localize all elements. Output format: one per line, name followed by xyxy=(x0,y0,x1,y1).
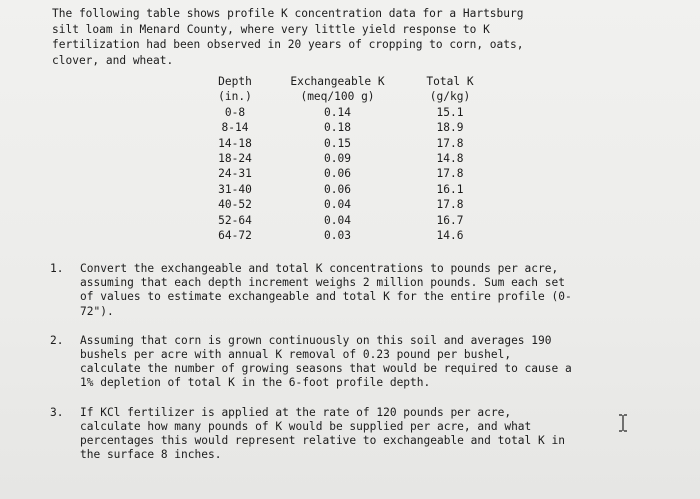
cell-total: 18.9 xyxy=(436,121,464,135)
header-total-label: Total K xyxy=(426,75,474,88)
table-row xyxy=(200,105,495,120)
cell-exch: 0.04 xyxy=(324,198,351,212)
table-row xyxy=(200,120,495,135)
question-number: 3. xyxy=(50,405,64,419)
cell-depth: 0-8 xyxy=(224,105,246,119)
question-item xyxy=(50,406,610,463)
cell-total: 15.1 xyxy=(436,105,464,119)
question-item xyxy=(50,334,610,391)
header-exchangeable-k xyxy=(270,74,405,105)
cell-total: 16.1 xyxy=(436,182,464,196)
cell-depth: 52-64 xyxy=(218,213,252,227)
cell-exch: 0.15 xyxy=(324,136,351,150)
intro-paragraph: The following table shows profile K concentration data for a Hartsburg silt loam in Menard County, where very little yield response to K fertilization had been observed in 20 years of cropping to corn, oats, clover, and wheat. xyxy=(52,7,524,67)
cell-depth: 40-52 xyxy=(218,198,252,212)
k-concentration-table xyxy=(200,74,495,243)
cell-total: 14.8 xyxy=(436,152,464,166)
cell-total: 14.6 xyxy=(436,229,464,243)
header-total-k xyxy=(405,74,495,105)
cell-exch: 0.04 xyxy=(324,213,351,227)
cell-total: 17.8 xyxy=(436,136,464,150)
table-row xyxy=(200,136,495,151)
table-row xyxy=(200,151,495,166)
cell-exch: 0.06 xyxy=(324,182,351,196)
table-row xyxy=(200,166,495,181)
text-cursor-icon xyxy=(618,414,628,432)
cell-exch: 0.09 xyxy=(324,152,351,166)
header-depth xyxy=(200,74,270,105)
question-list xyxy=(50,262,610,477)
cell-exch: 0.18 xyxy=(324,121,351,135)
question-number: 1. xyxy=(50,262,64,275)
cell-depth: 18-24 xyxy=(218,152,252,166)
header-depth-label: Depth xyxy=(218,75,252,88)
cell-total: 17.8 xyxy=(436,198,464,212)
cell-exch: 0.03 xyxy=(324,229,351,243)
cell-depth: 24-31 xyxy=(218,167,252,181)
question-item xyxy=(50,262,610,319)
cell-depth: 8-14 xyxy=(221,121,249,135)
table-row xyxy=(200,228,495,243)
cell-depth: 31-40 xyxy=(218,182,252,196)
cell-total: 16.7 xyxy=(436,213,464,227)
cell-total: 17.8 xyxy=(436,167,464,181)
table-row xyxy=(200,182,495,197)
cell-depth: 14-18 xyxy=(218,136,252,150)
header-total-unit: (g/kg) xyxy=(429,90,471,104)
header-depth-unit: (in.) xyxy=(218,90,252,104)
question-text: If KCl fertilizer is applied at the rate of 120 pounds per acre, calculate how many pounds of K would be supplied per acre, and what percentages this would represent relative to exchangeable and total K in the surface 8 inches. xyxy=(80,405,565,462)
table-header-row xyxy=(200,74,495,105)
question-text: Convert the exchangeable and total K concentrations to pounds per acre, assuming that each depth increment weighs 2 million pounds. Sum each set of values to estimate exchangeable and total K for the entire profile (0- 72"). xyxy=(80,262,572,318)
header-exch-unit: (meq/100 g) xyxy=(300,90,375,104)
question-text: Assuming that corn is grown continuously on this soil and averages 190 bushels per acre with annual K removal of 0.23 pound per bushel, calculate the number of growing seasons that would be required to cause a 1% depletion of total K in the 6-foot profile depth. xyxy=(80,333,572,390)
question-number: 2. xyxy=(50,333,64,347)
header-exch-label: Exchangeable K xyxy=(290,75,385,88)
cell-exch: 0.14 xyxy=(324,105,351,119)
cell-exch: 0.06 xyxy=(324,167,351,181)
table-row xyxy=(200,197,495,212)
cell-depth: 64-72 xyxy=(218,229,252,243)
table-row xyxy=(200,213,495,228)
